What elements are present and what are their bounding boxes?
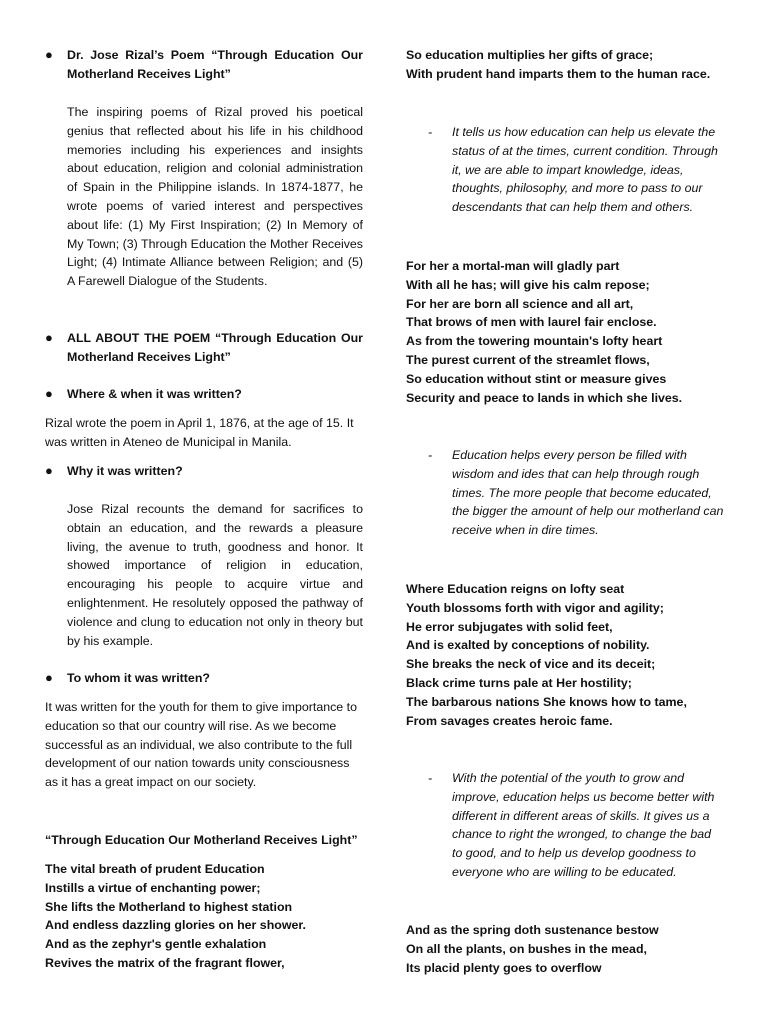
commentary-1-text: It tells us how education can help us elevate the status of at the times, current condition. Through it, we are able to impart knowledge, ideas, thoughts, philosophy, and more to pass to our descendants that can help them and others. xyxy=(452,125,718,215)
poem-line: Revives the matrix of the fragrant flower, xyxy=(45,955,285,970)
bullet-icon: ● xyxy=(45,330,53,345)
poem-line: So education multiplies her gifts of grace; xyxy=(406,48,654,62)
poem-line: For her are born all science and all art, xyxy=(406,296,634,311)
poem-stanza-1-start xyxy=(45,860,363,973)
poem-title: “Through Education Our Motherland Receives Light” xyxy=(45,833,358,847)
poem-line: That brows of men with laurel fair enclose. xyxy=(406,315,657,330)
poem-line: Instills a virtue of enchanting power; xyxy=(45,880,261,895)
whom-heading xyxy=(45,669,363,688)
intro-paragraph: The inspiring poems of Rizal proved his poetical genius that reflected about his life in his childhood memories including his experiences and insights about education, religion and colonial administration of Spain in the Philippine islands. In 1874-1877, he wrote poems of varied interest and perspectives about life: (1) My First Inspiration; (2) In Memory of My Town; (3) Through Education the Mother Receives Light; (4) Intimate Alliance between Religion; and (5) A Farewell Dialogue of the Students. xyxy=(67,105,363,289)
dash-bullet: - xyxy=(428,448,433,462)
poem-line: The barbarous nations She knows how to tame, xyxy=(406,694,687,709)
title-bullet-text: Dr. Jose Rizal’s Poem “Through Education Our Motherland Receives Light” xyxy=(67,48,363,81)
commentary-3-text: With the potential of the youth to grow and improve, education helps us become better with different in different areas of skills. It gives us a chance to right the wronged, to change the bad to good, and to help us develop goodness to everyone who are willing to be educated. xyxy=(452,771,715,879)
poem-stanza-2 xyxy=(406,257,724,407)
poem-line: From savages creates heroic fame. xyxy=(406,713,613,728)
commentary-2-text: Education helps every person be filled with wisdom and ides that can help through rough times. The more people that become educated, the bigger the amount of help our motherland can receive when in dire times. xyxy=(452,448,724,538)
why-heading-text: Why it was written? xyxy=(67,464,183,478)
poem-line: Its placid plenty goes to overflow xyxy=(406,960,602,975)
poem-line: Security and peace to lands in which she lives. xyxy=(406,390,683,405)
dash-bullet: - xyxy=(428,771,433,785)
poem-line: Youth blossoms forth with vigor and agility; xyxy=(406,600,664,615)
poem-line: And as the spring doth sustenance bestow xyxy=(406,923,659,937)
poem-line: For her a mortal-man will gladly part xyxy=(406,259,620,273)
poem-stanza-1-end xyxy=(406,46,724,84)
dash-bullet: - xyxy=(428,125,433,139)
bullet-icon: ● xyxy=(45,463,53,478)
commentary-2 xyxy=(406,446,724,540)
poem-stanza-3 xyxy=(406,580,724,730)
poem-stanza-4-start xyxy=(406,921,724,977)
why-heading xyxy=(45,462,363,481)
where-text: Rizal wrote the poem in April 1, 1876, at the age of 15. It was written in Ateneo de Municipal in Manila. xyxy=(45,416,354,449)
poem-line: Black crime turns pale at Her hostility; xyxy=(406,675,632,690)
poem-line: As from the towering mountain's lofty heart xyxy=(406,334,663,349)
where-heading xyxy=(45,385,363,404)
about-bullet xyxy=(45,329,363,367)
poem-line: So education without stint or measure gives xyxy=(406,371,667,386)
poem-line: The vital breath of prudent Education xyxy=(45,862,265,876)
bullet-icon: ● xyxy=(45,670,53,685)
bullet-icon: ● xyxy=(45,47,53,62)
poem-line: And endless dazzling glories on her shower. xyxy=(45,918,306,933)
whom-heading-text: To whom it was written? xyxy=(67,671,210,685)
poem-line: She lifts the Motherland to highest station xyxy=(45,899,293,914)
bullet-icon: ● xyxy=(45,386,53,401)
poem-line: With prudent hand imparts them to the human race. xyxy=(406,66,711,81)
why-text: Jose Rizal recounts the demand for sacrifices to obtain an education, and the rewards a pleasure living, the avenue to truth, goodness and honor. It showed importance of religion in education, encouraging his people to acquire virtue and enlightenment. He resolutely opposed the pathway of violence and clung to education not only in theory but by his example. xyxy=(67,502,363,648)
poem-line: She breaks the neck of vice and its deceit; xyxy=(406,657,656,672)
poem-line: And as the zephyr's gentle exhalation xyxy=(45,937,267,952)
whom-text: It was written for the youth for them to give importance to education so that our country will rise. As we become successful as an individual, we also contribute to the full development of our nation towards unity consciousness as it has a great impact on our society. xyxy=(45,700,357,790)
commentary-3 xyxy=(406,769,724,882)
about-bullet-text: ALL ABOUT THE POEM “Through Education Our Motherland Receives Light” xyxy=(67,331,363,364)
poem-line: He error subjugates with solid feet, xyxy=(406,619,613,634)
title-bullet xyxy=(45,46,363,84)
poem-line: On all the plants, on bushes in the mead, xyxy=(406,941,647,956)
commentary-1 xyxy=(406,123,724,217)
poem-line: Where Education reigns on lofty seat xyxy=(406,582,625,596)
where-heading-text: Where & when it was written? xyxy=(67,387,242,401)
poem-line: And is exalted by conceptions of nobility. xyxy=(406,638,650,653)
poem-line: The purest current of the streamlet flows, xyxy=(406,352,650,367)
poem-line: With all he has; will give his calm repose; xyxy=(406,277,650,292)
